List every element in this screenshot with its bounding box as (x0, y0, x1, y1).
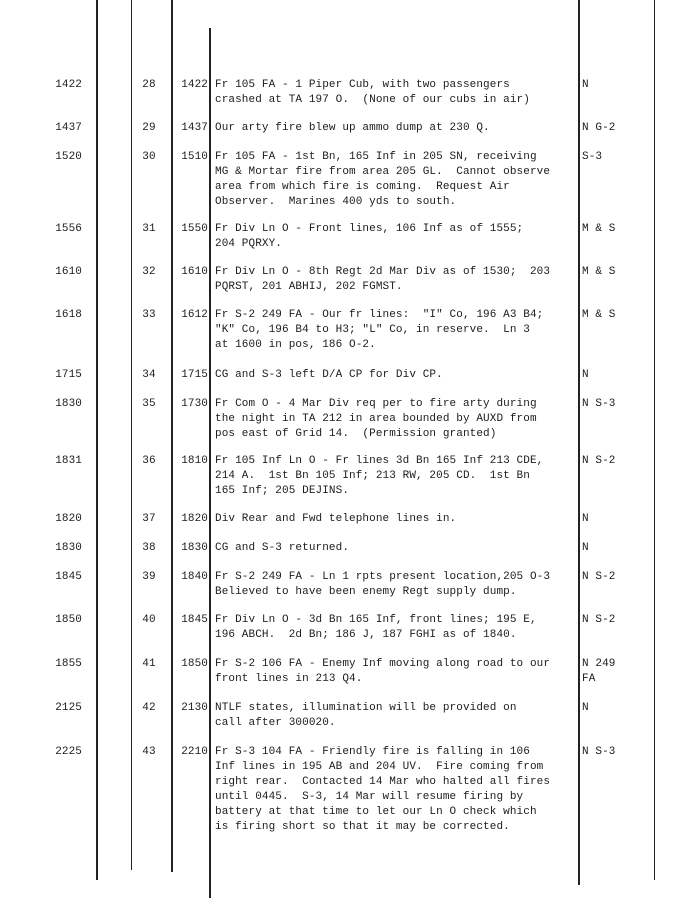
entry-message-line: Fr S-3 104 FA - Friendly fire is falling in 106 (215, 746, 530, 758)
column-rule-5 (578, 0, 580, 885)
entry-message-line: 204 PQRXY. (215, 238, 283, 250)
entry-action-line: N S-2 (582, 455, 616, 467)
entry-action (582, 308, 642, 323)
entry-time: 1820 (55, 513, 82, 525)
entry-message-line: NTLF states, illumination will be provided on (215, 702, 517, 714)
entry-serial-number: 31 (142, 223, 156, 235)
entry-message-line: 196 ABCH. 2d Bn; 186 J, 187 FGHI as of 1840. (215, 629, 517, 641)
entry-message (215, 512, 577, 527)
entry-message-line: front lines in 213 Q4. (215, 673, 363, 685)
entry-message-line: Fr Div Ln O - 8th Regt 2d Mar Div as of 1530; 203 (215, 266, 551, 278)
entry-serial-number: 34 (142, 369, 156, 381)
entry-action (582, 397, 642, 412)
entry-action-line: N (582, 79, 589, 91)
entry-message-line: "K" Co, 196 B4 to H3; "L" Co, in reserve. Ln 3 (215, 324, 530, 336)
entry-message (215, 265, 577, 295)
entry-action-line: N 249 (582, 658, 616, 670)
entry-action-line: M & S (582, 223, 616, 235)
entry-message (215, 657, 577, 687)
entry-message-line: Inf lines in 195 AB and 204 UV. Fire coming from (215, 761, 544, 773)
entry-message (215, 570, 577, 600)
entry-action (582, 121, 642, 136)
entry-message-line: call after 300020. (215, 717, 336, 729)
entry-message (215, 150, 577, 210)
entry-action-line: N (582, 513, 589, 525)
entry-time: 1715 (55, 369, 82, 381)
entry-serial-number: 40 (142, 614, 156, 626)
entry-received-time: 1612 (181, 309, 208, 321)
entry-message-line: right rear. Contacted 14 Mar who halted all fires (215, 776, 551, 788)
entry-action-line: M & S (582, 309, 616, 321)
entry-action (582, 541, 642, 556)
entry-message-line: Believed to have been enemy Regt supply dump. (215, 586, 517, 598)
entry-serial-number: 37 (142, 513, 156, 525)
entry-message-line: battery at that time to let our Ln O check which (215, 806, 537, 818)
entry-message-line: Fr S-2 249 FA - Our fr lines: "I" Co, 196 A3 B4; (215, 309, 544, 321)
entry-time: 1610 (55, 266, 82, 278)
entry-serial-number: 30 (142, 151, 156, 163)
entry-time: 1830 (55, 542, 82, 554)
entry-received-time: 2130 (181, 702, 208, 714)
entry-serial-number: 29 (142, 122, 156, 134)
entry-message (215, 541, 577, 556)
entry-received-time: 2210 (181, 746, 208, 758)
entry-message-line: Div Rear and Fwd telephone lines in. (215, 513, 457, 525)
entry-message (215, 121, 577, 136)
entry-action-line: S-3 (582, 151, 603, 163)
entry-time: 1830 (55, 398, 82, 410)
entry-action-line: N S-3 (582, 398, 616, 410)
entry-action (582, 570, 642, 585)
entry-action (582, 78, 642, 93)
entry-message-line: Observer. Marines 400 yds to south. (215, 196, 457, 208)
entry-message-line: CG and S-3 left D/A CP for Div CP. (215, 369, 443, 381)
entry-message (215, 397, 577, 442)
column-rule-4 (209, 28, 211, 898)
column-rule-6 (654, 0, 655, 880)
entry-action (582, 613, 642, 628)
entry-time: 2225 (55, 746, 82, 758)
entry-action (582, 265, 642, 280)
entry-action-line: N S-3 (582, 746, 616, 758)
entry-action (582, 454, 642, 469)
entry-received-time: 1550 (181, 223, 208, 235)
entry-action (582, 512, 642, 527)
entry-action (582, 657, 642, 687)
entry-time: 1845 (55, 571, 82, 583)
entry-message-line: 214 A. 1st Bn 105 Inf; 213 RW, 205 CD. 1st Bn (215, 470, 530, 482)
entry-message-line: MG & Mortar fire from area 205 GL. Cannot observe (215, 166, 551, 178)
entry-message-line: Our arty fire blew up ammo dump at 230 Q. (215, 122, 490, 134)
entry-time: 1855 (55, 658, 82, 670)
entry-message-line: crashed at TA 197 O. (None of our cubs in air) (215, 94, 530, 106)
entry-action (582, 222, 642, 237)
entry-time: 1422 (55, 79, 82, 91)
entry-message-line: Fr Div Ln O - Front lines, 106 Inf as of 1555; (215, 223, 524, 235)
entry-message-line: Fr S-2 249 FA - Ln 1 rpts present location,205 O-3 (215, 571, 551, 583)
entry-received-time: 1730 (181, 398, 208, 410)
entry-received-time: 1610 (181, 266, 208, 278)
entry-time: 1850 (55, 614, 82, 626)
entry-received-time: 1510 (181, 151, 208, 163)
entry-received-time: 1840 (181, 571, 208, 583)
entry-time: 1556 (55, 223, 82, 235)
entry-action (582, 701, 642, 716)
entry-message-line: Fr Com O - 4 Mar Div req per to fire arty during (215, 398, 537, 410)
entry-action-line: N S-2 (582, 571, 616, 583)
entry-received-time: 1810 (181, 455, 208, 467)
entry-received-time: 1850 (181, 658, 208, 670)
entry-received-time: 1437 (181, 122, 208, 134)
entry-message-line: until 0445. S-3, 14 Mar will resume firing by (215, 791, 524, 803)
entry-time: 1831 (55, 455, 82, 467)
entry-action (582, 368, 642, 383)
entry-action-line: N G-2 (582, 122, 616, 134)
entry-action (582, 150, 642, 165)
entry-received-time: 1715 (181, 369, 208, 381)
column-rule-2 (131, 0, 132, 870)
entry-serial-number: 32 (142, 266, 156, 278)
entry-serial-number: 28 (142, 79, 156, 91)
entry-time: 1618 (55, 309, 82, 321)
entry-message (215, 701, 577, 731)
entry-message (215, 745, 577, 835)
entry-received-time: 1845 (181, 614, 208, 626)
entry-action-line: N (582, 369, 589, 381)
entry-action-line: N S-2 (582, 614, 616, 626)
entry-serial-number: 35 (142, 398, 156, 410)
entry-message (215, 78, 577, 108)
entry-action-line: N (582, 702, 589, 714)
entry-message-line: Fr Div Ln O - 3d Bn 165 Inf, front lines; 195 E, (215, 614, 537, 626)
entry-serial-number: 33 (142, 309, 156, 321)
entry-message (215, 308, 577, 353)
entry-message-line: Fr 105 FA - 1st Bn, 165 Inf in 205 SN, receiving (215, 151, 537, 163)
entry-action-line: FA (582, 673, 596, 685)
entry-message-line: pos east of Grid 14. (Permission granted) (215, 428, 497, 440)
entry-message (215, 613, 577, 643)
entry-message-line: at 1600 in pos, 186 O-2. (215, 339, 376, 351)
entry-message-line: CG and S-3 returned. (215, 542, 350, 554)
entry-action-line: N (582, 542, 589, 554)
entry-message (215, 454, 577, 499)
entry-message-line: Fr 105 FA - 1 Piper Cub, with two passengers (215, 79, 510, 91)
entry-action-line: M & S (582, 266, 616, 278)
entry-serial-number: 43 (142, 746, 156, 758)
entry-message-line: is firing short so that it may be corrected. (215, 821, 510, 833)
entry-message-line: PQRST, 201 ABHIJ, 202 FGMST. (215, 281, 403, 293)
entry-action (582, 745, 642, 760)
entry-time: 1520 (55, 151, 82, 163)
entry-serial-number: 41 (142, 658, 156, 670)
entry-time: 2125 (55, 702, 82, 714)
entry-received-time: 1820 (181, 513, 208, 525)
entry-received-time: 1830 (181, 542, 208, 554)
entry-serial-number: 36 (142, 455, 156, 467)
column-rule-1 (96, 0, 98, 880)
entry-message (215, 368, 577, 383)
entry-message-line: the night in TA 212 in area bounded by AUXD from (215, 413, 537, 425)
entry-serial-number: 38 (142, 542, 156, 554)
entry-message-line: 165 Inf; 205 DEJINS. (215, 485, 350, 497)
entry-message-line: Fr S-2 106 FA - Enemy Inf moving along road to our (215, 658, 551, 670)
entry-serial-number: 42 (142, 702, 156, 714)
entry-message-line: Fr 105 Inf Ln O - Fr lines 3d Bn 165 Inf 213 CDE, (215, 455, 544, 467)
entry-time: 1437 (55, 122, 82, 134)
entry-serial-number: 39 (142, 571, 156, 583)
entry-received-time: 1422 (181, 79, 208, 91)
entry-message-line: area from which fire is coming. Request Air (215, 181, 510, 193)
entry-message (215, 222, 577, 252)
